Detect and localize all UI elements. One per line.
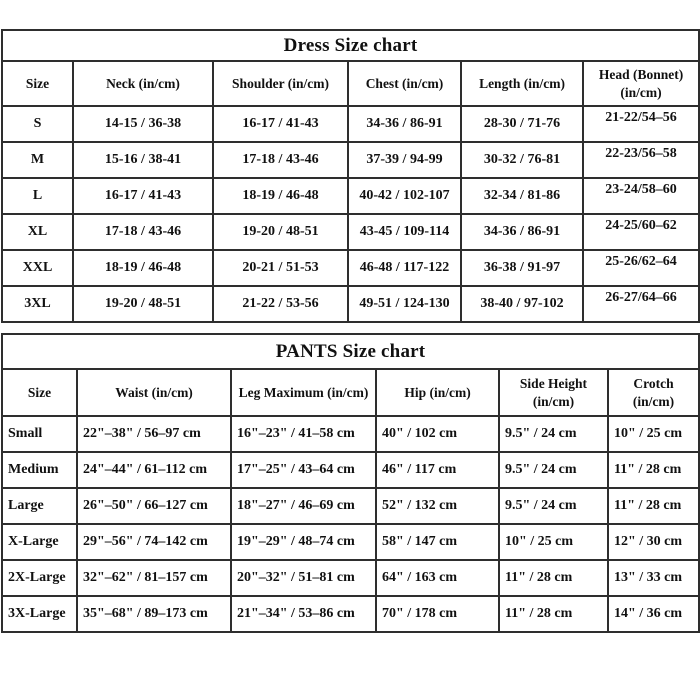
table-row [2, 250, 699, 286]
table-row [2, 560, 699, 596]
table-cell: 30-32 / 76-81 [461, 142, 583, 178]
table-cell: 2X-Large [2, 560, 77, 596]
table-cell: 21-22 / 53-56 [213, 286, 348, 322]
column-header-crotch: Crotch (in/cm) [608, 369, 699, 416]
table-cell: 40-42 / 102-107 [348, 178, 461, 214]
table-cell: 37-39 / 94-99 [348, 142, 461, 178]
table-cell: 28-30 / 71-76 [461, 106, 583, 142]
table-cell: 46-48 / 117-122 [348, 250, 461, 286]
table-cell: 16-17 / 41-43 [73, 178, 213, 214]
table-row [2, 106, 699, 142]
table-cell: 20-21 / 51-53 [213, 250, 348, 286]
table-cell: X-Large [2, 524, 77, 560]
table-cell: 22-23/56–58 [583, 142, 699, 178]
table-cell: Large [2, 488, 77, 524]
table-cell: 25-26/62–64 [583, 250, 699, 286]
table-cell: 9.5" / 24 cm [499, 452, 608, 488]
column-header-leg-maximum: Leg Maximum (in/cm) [231, 369, 376, 416]
table-cell: 3XL [2, 286, 73, 322]
column-header-waist: Waist (in/cm) [77, 369, 231, 416]
table-cell: 32-34 / 81-86 [461, 178, 583, 214]
table-cell: Medium [2, 452, 77, 488]
table-cell: 16-17 / 41-43 [213, 106, 348, 142]
table-row [2, 416, 699, 452]
table-cell: 19"–29" / 48–74 cm [231, 524, 376, 560]
table-cell: 21-22/54–56 [583, 106, 699, 142]
table-cell: 34-36 / 86-91 [461, 214, 583, 250]
table-cell: 22"–38" / 56–97 cm [77, 416, 231, 452]
table-cell: 14-15 / 36-38 [73, 106, 213, 142]
table-cell: 32"–62" / 81–157 cm [77, 560, 231, 596]
table-cell: 46" / 117 cm [376, 452, 499, 488]
table-cell: 10" / 25 cm [499, 524, 608, 560]
table-cell: 43-45 / 109-114 [348, 214, 461, 250]
table-row [2, 524, 699, 560]
table-cell: 17"–25" / 43–64 cm [231, 452, 376, 488]
pants-size-table [1, 333, 700, 633]
table-row [2, 286, 699, 322]
table-cell: 64" / 163 cm [376, 560, 499, 596]
table-cell: 19-20 / 48-51 [213, 214, 348, 250]
table-cell: 21"–34" / 53–86 cm [231, 596, 376, 632]
table-cell: 29"–56" / 74–142 cm [77, 524, 231, 560]
pants-header-row [2, 369, 699, 416]
table-row [2, 214, 699, 250]
table-cell: 13" / 33 cm [608, 560, 699, 596]
table-cell: 12" / 30 cm [608, 524, 699, 560]
column-header-side-height: Side Height (in/cm) [499, 369, 608, 416]
table-cell: 70" / 178 cm [376, 596, 499, 632]
pants-chart-title: PANTS Size chart [2, 334, 699, 369]
column-header-hip: Hip (in/cm) [376, 369, 499, 416]
table-cell: 17-18 / 43-46 [73, 214, 213, 250]
table-cell: L [2, 178, 73, 214]
table-cell: 18-19 / 46-48 [73, 250, 213, 286]
table-cell: 24-25/60–62 [583, 214, 699, 250]
table-cell: 11" / 28 cm [499, 596, 608, 632]
table-cell: 20"–32" / 51–81 cm [231, 560, 376, 596]
column-header-head-bonnet: Head (Bonnet) (in/cm) [583, 61, 699, 106]
table-cell: 18-19 / 46-48 [213, 178, 348, 214]
table-cell: S [2, 106, 73, 142]
column-header-shoulder: Shoulder (in/cm) [213, 61, 348, 106]
pants-size-chart [1, 333, 700, 633]
table-cell: 11" / 28 cm [608, 488, 699, 524]
table-cell: 11" / 28 cm [499, 560, 608, 596]
table-cell: 15-16 / 38-41 [73, 142, 213, 178]
table-cell: 38-40 / 97-102 [461, 286, 583, 322]
table-cell: XL [2, 214, 73, 250]
table-cell: Small [2, 416, 77, 452]
dress-size-chart [1, 29, 700, 323]
table-cell: 18"–27" / 46–69 cm [231, 488, 376, 524]
table-cell: 3X-Large [2, 596, 77, 632]
table-cell: 26-27/64–66 [583, 286, 699, 322]
table-cell: 9.5" / 24 cm [499, 488, 608, 524]
column-header-length: Length (in/cm) [461, 61, 583, 106]
table-cell: XXL [2, 250, 73, 286]
table-cell: 40" / 102 cm [376, 416, 499, 452]
dress-chart-title: Dress Size chart [2, 30, 699, 61]
dress-size-table [1, 29, 700, 323]
table-row [2, 142, 699, 178]
table-cell: 58" / 147 cm [376, 524, 499, 560]
table-cell: 52" / 132 cm [376, 488, 499, 524]
table-cell: 49-51 / 124-130 [348, 286, 461, 322]
table-cell: 36-38 / 91-97 [461, 250, 583, 286]
table-cell: 16"–23" / 41–58 cm [231, 416, 376, 452]
table-cell: 9.5" / 24 cm [499, 416, 608, 452]
column-header-size: Size [2, 369, 77, 416]
table-cell: 34-36 / 86-91 [348, 106, 461, 142]
table-cell: 24"–44" / 61–112 cm [77, 452, 231, 488]
table-cell: 19-20 / 48-51 [73, 286, 213, 322]
table-cell: 11" / 28 cm [608, 452, 699, 488]
table-cell: 23-24/58–60 [583, 178, 699, 214]
table-cell: 10" / 25 cm [608, 416, 699, 452]
column-header-chest: Chest (in/cm) [348, 61, 461, 106]
table-row [2, 488, 699, 524]
table-row [2, 452, 699, 488]
dress-title-row [2, 30, 699, 61]
table-row [2, 178, 699, 214]
table-row [2, 596, 699, 632]
table-cell: 17-18 / 43-46 [213, 142, 348, 178]
table-cell: 35"–68" / 89–173 cm [77, 596, 231, 632]
dress-header-row [2, 61, 699, 106]
table-cell: 26"–50" / 66–127 cm [77, 488, 231, 524]
pants-title-row [2, 334, 699, 369]
column-header-size: Size [2, 61, 73, 106]
table-cell: M [2, 142, 73, 178]
column-header-neck: Neck (in/cm) [73, 61, 213, 106]
table-cell: 14" / 36 cm [608, 596, 699, 632]
